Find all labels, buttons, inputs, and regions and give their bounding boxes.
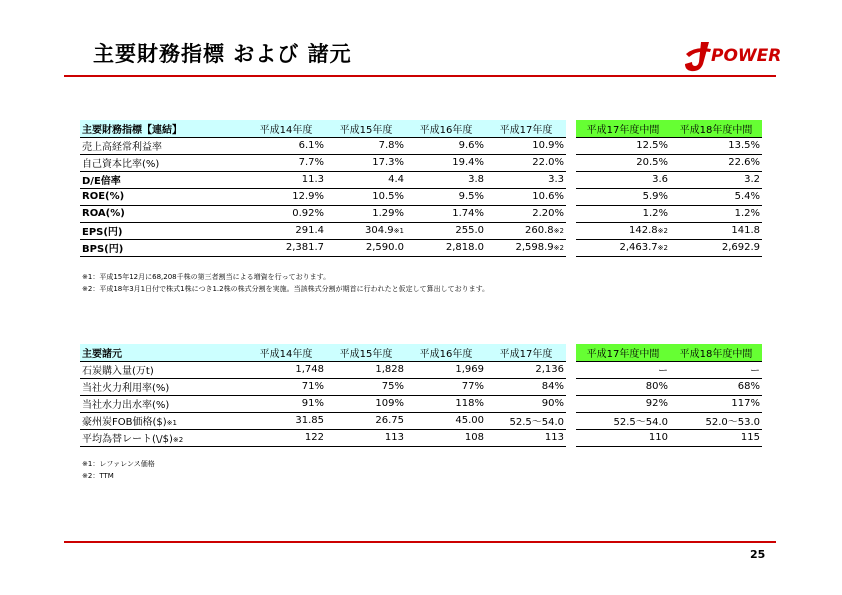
cell: 2,463.7※2 (576, 239, 670, 256)
table-row (80, 171, 762, 188)
table-header-row (80, 344, 762, 361)
header-cell: 平成16年度 (406, 344, 486, 361)
cell: 3.6 (576, 171, 670, 188)
cell: 92% (576, 395, 670, 412)
cell: 75% (326, 378, 406, 395)
cell: 117% (670, 395, 762, 412)
footnote-mark: ※2 (553, 244, 564, 252)
footnote-mark: ※2 (657, 244, 668, 252)
cell: 77% (406, 378, 486, 395)
cell: 1,828 (326, 361, 406, 378)
cell: 4.4 (326, 171, 406, 188)
cell: 260.8※2 (486, 222, 566, 239)
cell: 3.2 (670, 171, 762, 188)
row-label: BPS(円) (80, 239, 246, 256)
cell: 1.74% (406, 205, 486, 222)
table-row (80, 361, 762, 378)
header-cell: 平成17年度中間 (576, 120, 670, 137)
cell: 3.8 (406, 171, 486, 188)
page-number: 25 (750, 548, 766, 561)
cell: 22.6% (670, 154, 762, 171)
cell: 2,598.9※2 (486, 239, 566, 256)
cell: 255.0 (406, 222, 486, 239)
cell: 7.7% (246, 154, 326, 171)
table1-notes (82, 271, 489, 295)
cell: 71% (246, 378, 326, 395)
key-specifications-table (80, 344, 762, 447)
cell: 115 (670, 429, 762, 446)
financial-indicators-table (80, 120, 762, 257)
cell: 1,969 (406, 361, 486, 378)
cell: 22.0% (486, 154, 566, 171)
table-row (80, 222, 762, 239)
cell: ー (670, 361, 762, 378)
cell: 12.9% (246, 188, 326, 205)
cell: 91% (246, 395, 326, 412)
cell: 2,818.0 (406, 239, 486, 256)
row-label: ROA(%) (80, 205, 246, 222)
cell: 84% (486, 378, 566, 395)
header-cell: 平成17年度 (486, 120, 566, 137)
cell: ー (576, 361, 670, 378)
table2-notes (82, 458, 155, 482)
cell: 1.2% (670, 205, 762, 222)
table-row (80, 429, 762, 446)
cell: 90% (486, 395, 566, 412)
cell: 10.6% (486, 188, 566, 205)
cell: 7.8% (326, 137, 406, 154)
cell: 2,136 (486, 361, 566, 378)
footnote: ※1：平成15年12月に68,208千株の第三者割当による増資を行っております。 (82, 273, 331, 281)
table-row (80, 378, 762, 395)
cell: 80% (576, 378, 670, 395)
footer-divider (64, 541, 776, 543)
cell: 10.9% (486, 137, 566, 154)
row-label: 豪州炭FOB価格($)※1 (80, 412, 246, 429)
header-cell: 平成15年度 (326, 344, 406, 361)
footnote-mark: ※1 (393, 227, 404, 235)
header-cell: 主要財務指標【連結】 (80, 120, 246, 137)
header-cell: 平成14年度 (246, 344, 326, 361)
cell: 19.4% (406, 154, 486, 171)
table-row (80, 137, 762, 154)
company-logo (683, 44, 782, 70)
cell: 142.8※2 (576, 222, 670, 239)
cell: 113 (486, 429, 566, 446)
cell: 2.20% (486, 205, 566, 222)
table-header-row (80, 120, 762, 137)
title-divider (64, 75, 776, 77)
cell: 122 (246, 429, 326, 446)
header-cell: 平成18年度中間 (670, 344, 762, 361)
cell: 304.9※1 (326, 222, 406, 239)
cell: 109% (326, 395, 406, 412)
cell: 9.5% (406, 188, 486, 205)
header-cell: 平成16年度 (406, 120, 486, 137)
table-row (80, 412, 762, 429)
footnote: ※2：TTM (82, 472, 114, 480)
footnote: ※2：平成18年3月1日付で株式1株につき1.2株の株式分割を実施。当該株式分割が期首に行われたと仮定して算出しております。 (82, 285, 490, 293)
table-row (80, 154, 762, 171)
row-label: 自己資本比率(%) (80, 154, 246, 171)
cell: 0.92% (246, 205, 326, 222)
row-label: 石炭購入量(万t) (80, 361, 246, 378)
logo-text: POWER (711, 46, 782, 66)
cell: 1,748 (246, 361, 326, 378)
row-label: 売上高経常利益率 (80, 137, 246, 154)
cell: 1.29% (326, 205, 406, 222)
cell: 31.85 (246, 412, 326, 429)
cell: 13.5% (670, 137, 762, 154)
cell: 9.6% (406, 137, 486, 154)
row-label: 平均為替レート(\/$)※2 (80, 429, 246, 446)
cell: 113 (326, 429, 406, 446)
footnote-mark: ※2 (172, 436, 184, 444)
header-cell: 平成17年度中間 (576, 344, 670, 361)
cell: 52.0～53.0 (670, 412, 762, 429)
table-row (80, 395, 762, 412)
cell: 52.5～54.0 (486, 412, 566, 429)
cell: 291.4 (246, 222, 326, 239)
footnote-mark: ※1 (166, 419, 177, 427)
row-label: D/E倍率 (80, 171, 246, 188)
page-title: 主要財務指標 および 諸元 (93, 42, 352, 66)
cell: 3.3 (486, 171, 566, 188)
cell: 141.8 (670, 222, 762, 239)
header-cell: 平成15年度 (326, 120, 406, 137)
footnote-mark: ※2 (553, 227, 564, 235)
header-cell: 平成14年度 (246, 120, 326, 137)
table-row (80, 205, 762, 222)
cell: 2,381.7 (246, 239, 326, 256)
cell: 5.9% (576, 188, 670, 205)
cell: 11.3 (246, 171, 326, 188)
row-label: EPS(円) (80, 222, 246, 239)
cell: 118% (406, 395, 486, 412)
header-cell: 主要諸元 (80, 344, 246, 361)
cell: 6.1% (246, 137, 326, 154)
cell: 108 (406, 429, 486, 446)
cell: 12.5% (576, 137, 670, 154)
header-cell: 平成17年度 (486, 344, 566, 361)
cell: 5.4% (670, 188, 762, 205)
cell: 110 (576, 429, 670, 446)
cell: 2,590.0 (326, 239, 406, 256)
cell: 52.5～54.0 (576, 412, 670, 429)
cell: 1.2% (576, 205, 670, 222)
cell: 26.75 (326, 412, 406, 429)
cell: 10.5% (326, 188, 406, 205)
cell: 68% (670, 378, 762, 395)
footnote-mark: ※2 (657, 227, 668, 235)
cell: 17.3% (326, 154, 406, 171)
j-mark-icon (683, 40, 713, 74)
cell: 20.5% (576, 154, 670, 171)
cell: 45.00 (406, 412, 486, 429)
row-label: ROE(%) (80, 188, 246, 205)
header-cell: 平成18年度中間 (670, 120, 762, 137)
footnote: ※1：レファレンス価格 (82, 460, 155, 468)
table-row (80, 188, 762, 205)
table-row (80, 239, 762, 256)
cell: 2,692.9 (670, 239, 762, 256)
row-label: 当社火力利用率(%) (80, 378, 246, 395)
row-label: 当社水力出水率(%) (80, 395, 246, 412)
